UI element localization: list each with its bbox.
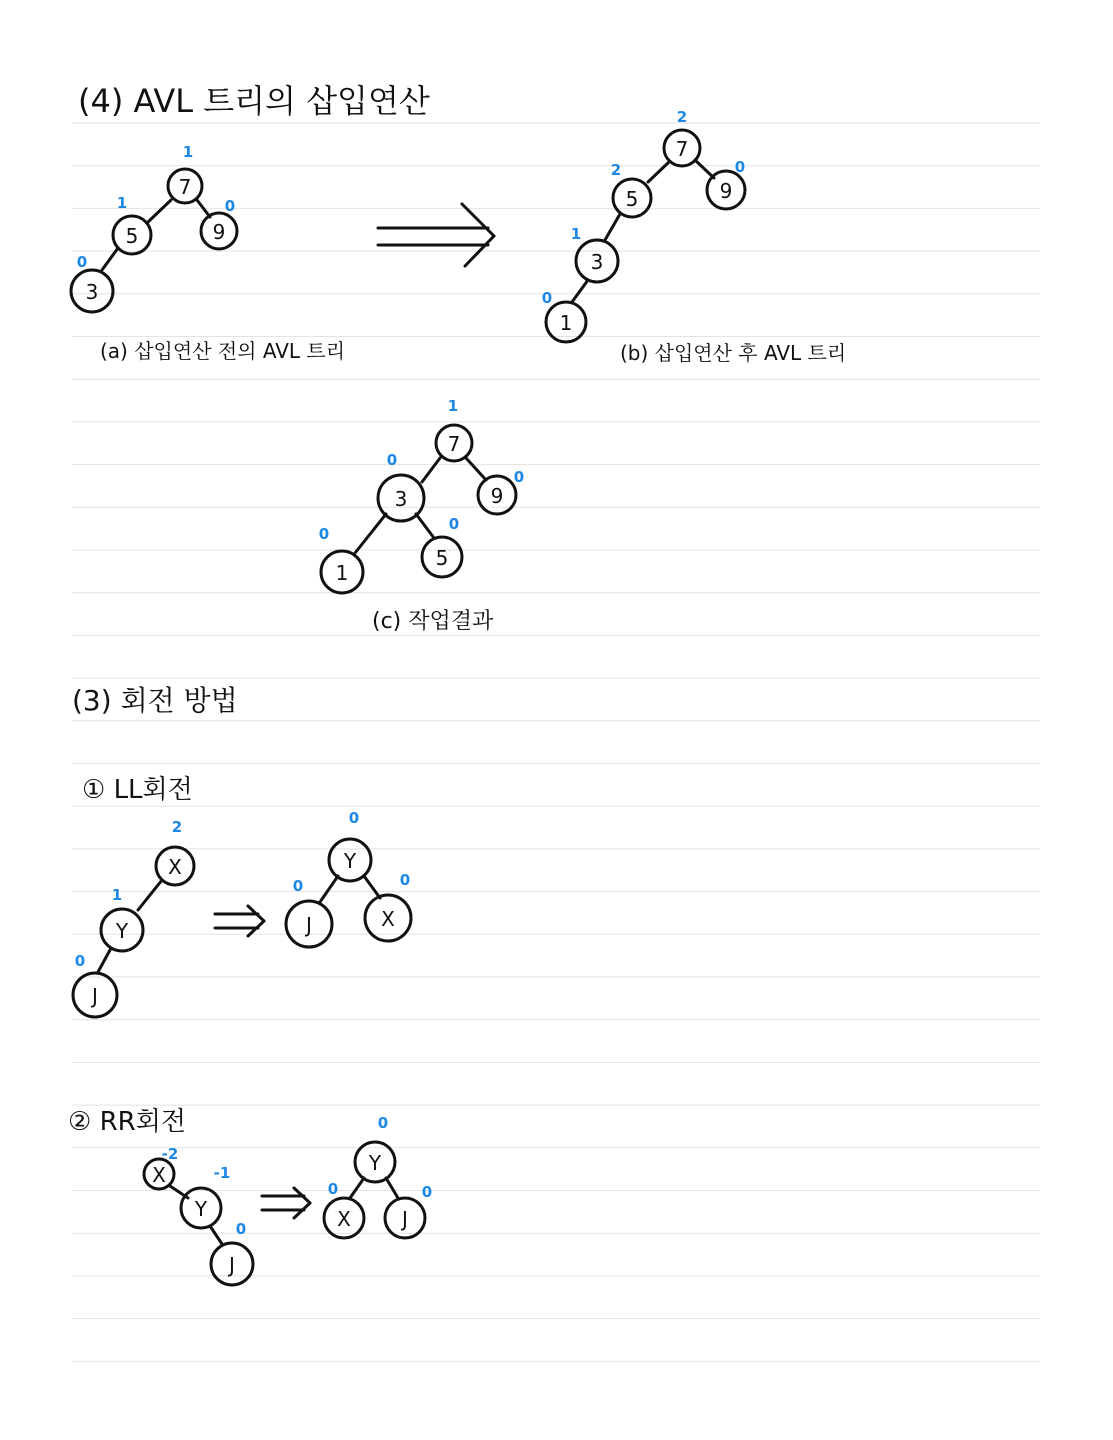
balance-factor: 0 (318, 525, 330, 543)
svg-text:X: X (337, 1207, 351, 1231)
svg-text:9: 9 (719, 179, 733, 203)
svg-text:1: 1 (335, 561, 349, 585)
balance-factor: 1 (182, 143, 194, 161)
balance-factor: 2 (171, 818, 183, 836)
ll-tree-after (286, 809, 411, 947)
tree-node (478, 476, 516, 514)
svg-text:Y: Y (368, 1151, 382, 1175)
balance-factor: 1 (447, 397, 459, 415)
svg-text:7: 7 (447, 432, 461, 456)
svg-text:5: 5 (125, 224, 139, 248)
caption-b: (b) 삽입연산 후 AVL 트리 (620, 341, 847, 365)
balance-factor: 0 (76, 253, 88, 271)
balance-factor: 0 (348, 809, 360, 827)
heading-ll-rotation: ① LL회전 (82, 775, 193, 805)
svg-text:X: X (381, 907, 395, 931)
rr-tree-after (324, 1114, 432, 1238)
tree-node (385, 1198, 425, 1238)
ll-arrow-icon (215, 906, 264, 936)
balance-factor: 0 (448, 515, 460, 533)
balance-factor: 0 (74, 952, 86, 970)
balance-factor: 0 (327, 1180, 339, 1198)
tree-node (378, 475, 424, 521)
caption-c: (c) 작업결과 (372, 609, 494, 634)
tree-node (168, 169, 202, 203)
svg-text:J: J (92, 984, 98, 1008)
heading-rotation-methods: (3) 회전 방법 (72, 684, 238, 717)
balance-factor: 0 (377, 1114, 389, 1132)
tree-a (71, 143, 237, 312)
svg-text:7: 7 (178, 175, 192, 199)
balance-factor: 0 (235, 1220, 247, 1238)
heading-avl-insert: (4) AVL 트리의 삽입연산 (78, 82, 430, 120)
svg-text:3: 3 (394, 487, 408, 511)
tree-node (664, 130, 700, 166)
tree-node (329, 839, 371, 881)
tree-node (201, 213, 237, 249)
ll-tree-before (73, 818, 194, 1017)
svg-text:X: X (168, 855, 182, 879)
svg-text:3: 3 (85, 280, 99, 304)
caption-a: (a) 삽입연산 전의 AVL 트리 (100, 339, 346, 363)
balance-factor: 0 (734, 158, 746, 176)
tree-node (211, 1243, 253, 1285)
svg-text:J: J (402, 1207, 408, 1231)
tree-node (324, 1198, 364, 1238)
tree-node (181, 1188, 221, 1228)
svg-text:5: 5 (435, 546, 449, 570)
tree-node (436, 425, 472, 461)
tree-node (422, 537, 462, 577)
svg-text:9: 9 (490, 484, 504, 508)
tree-node (144, 1159, 174, 1189)
tree-node (321, 551, 363, 593)
svg-text:Y: Y (343, 849, 357, 873)
svg-text:J: J (229, 1253, 235, 1277)
balance-factor: 2 (676, 108, 688, 126)
svg-text:J: J (306, 913, 312, 937)
svg-text:Y: Y (194, 1197, 208, 1221)
svg-text:9: 9 (212, 220, 226, 244)
balance-factor: 0 (386, 451, 398, 469)
tree-node (576, 240, 618, 282)
rr-arrow-icon (262, 1188, 310, 1218)
tree-node (71, 270, 113, 312)
balance-factor: 0 (541, 289, 553, 307)
balance-factor: 0 (292, 877, 304, 895)
tree-node (113, 216, 151, 254)
balance-factor: 2 (610, 161, 622, 179)
tree-node (707, 171, 745, 209)
svg-text:X: X (152, 1163, 166, 1187)
tree-b (542, 108, 745, 342)
big-arrow-icon (378, 204, 494, 266)
tree-node (101, 909, 143, 951)
heading-rr-rotation: ② RR회전 (68, 1107, 186, 1137)
balance-factor: 0 (421, 1183, 433, 1201)
rr-tree-before (144, 1145, 253, 1285)
balance-factor: 1 (570, 225, 582, 243)
balance-factor: 0 (399, 871, 411, 889)
svg-text:1: 1 (559, 311, 573, 335)
tree-node (613, 179, 651, 217)
svg-text:7: 7 (675, 137, 689, 161)
balance-factor: 1 (111, 886, 123, 904)
balance-factor: 1 (116, 194, 128, 212)
svg-text:5: 5 (625, 187, 639, 211)
tree-c (319, 397, 524, 593)
tree-node (73, 973, 117, 1017)
svg-text:3: 3 (590, 250, 604, 274)
svg-text:Y: Y (115, 919, 129, 943)
tree-node (286, 901, 332, 947)
balance-factor: 0 (224, 197, 236, 215)
tree-node (156, 847, 194, 885)
balance-factor: 0 (513, 468, 525, 486)
balance-factor: -2 (161, 1145, 179, 1163)
balance-factor: -1 (213, 1164, 231, 1182)
